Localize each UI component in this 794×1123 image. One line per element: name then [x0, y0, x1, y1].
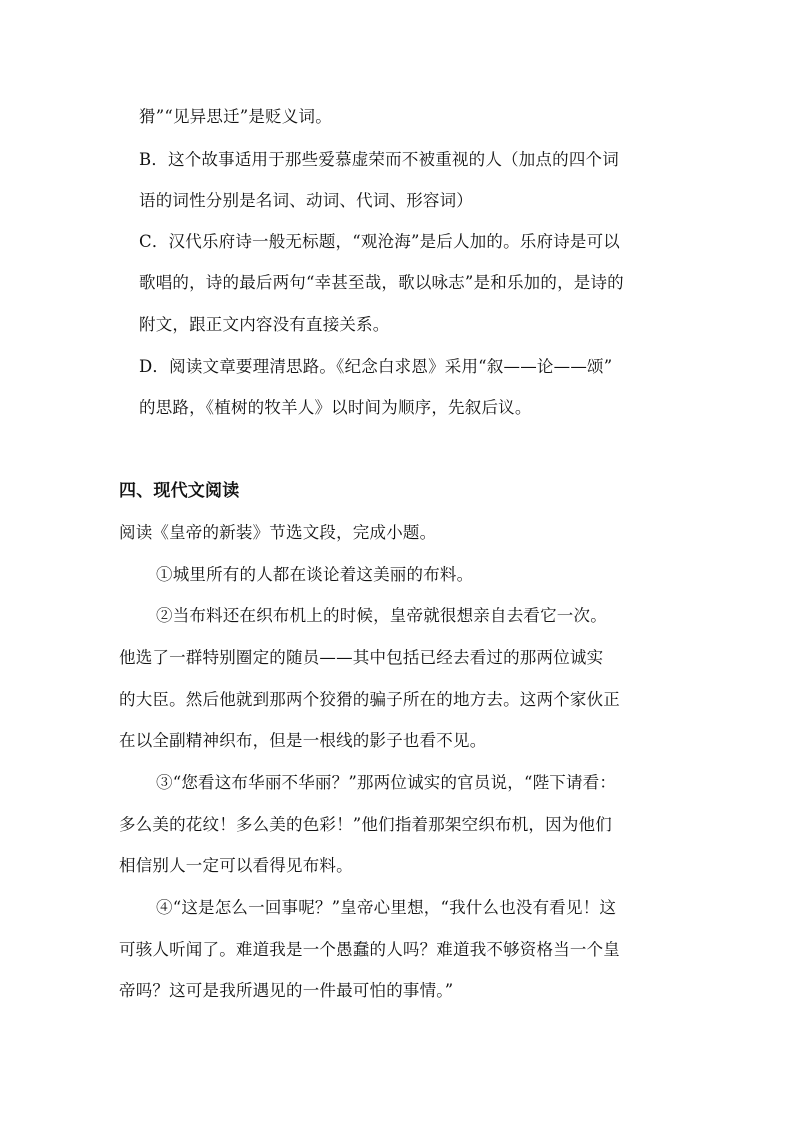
option-d-line-2: 的思路，《植树的牧羊人》以时间为顺序，先叙后议。 — [139, 398, 532, 417]
paragraph-1-line-1: ①城里所有的人都在谈论着这美丽的布料。 — [156, 565, 474, 584]
option-c-line-1: C．汉代乐府诗一般无标题，“观沧海”是后人加的。乐府诗是可以 — [139, 232, 620, 251]
paragraph-4-line-1: ④“这是怎么一回事呢？”皇帝心里想，“我什么也没有看见！这 — [156, 898, 617, 917]
option-c-line-3: 附文，跟正文内容没有直接关系。 — [139, 315, 390, 334]
paragraph-3-line-1: ③“您看这布华丽不华丽？”那两位诚实的官员说，“陛下请看： — [156, 773, 617, 792]
paragraph-4-line-3: 帝吗？这可是我所遇见的一件最可怕的事情。” — [119, 981, 454, 1000]
section-heading: 四、现代文阅读 — [119, 481, 240, 501]
paragraph-2-line-1: ②当布料还在织布机上的时候，皇帝就很想亲自去看它一次。 — [156, 606, 607, 625]
paragraph-2-line-3: 的大臣。然后他就到那两个狡猾的骗子所在的地方去。这两个家伙正 — [119, 690, 620, 709]
paragraph-3-line-3: 相信别人一定可以看得见布料。 — [119, 856, 353, 875]
paragraph-3-line-2: 多么美的花纹！多么美的色彩！”他们指着那架空织布机，因为他们 — [119, 815, 612, 834]
option-b-line-1: B．这个故事适用于那些爱慕虚荣而不被重视的人（加点的四个词 — [139, 150, 619, 169]
paragraph-4-line-2: 可骇人听闻了。难道我是一个愚蠢的人吗？难道我不够资格当一个皇 — [119, 940, 620, 959]
reading-instruction: 阅读《皇帝的新装》节选文段，完成小题。 — [119, 523, 437, 542]
option-b-line-2: 语的词性分别是名词、动词、代词、形容词） — [139, 191, 473, 210]
paragraph-2-line-4: 在以全副精神织布，但是一根线的影子也看不见。 — [119, 731, 487, 750]
option-c-line-2: 歌唱的，诗的最后两句“幸甚至哉，歌以咏志”是和乐加的，是诗的 — [139, 273, 624, 292]
option-d-line-1: D．阅读文章要理清思路。《纪念白求恩》采用“叙——论——颂” — [139, 357, 613, 376]
option-a-tail: 猾”“见异思迁”是贬义词。 — [139, 107, 332, 126]
paragraph-2-line-2: 他选了一群特别圈定的随员——其中包括已经去看过的那两位诚实 — [119, 648, 604, 667]
